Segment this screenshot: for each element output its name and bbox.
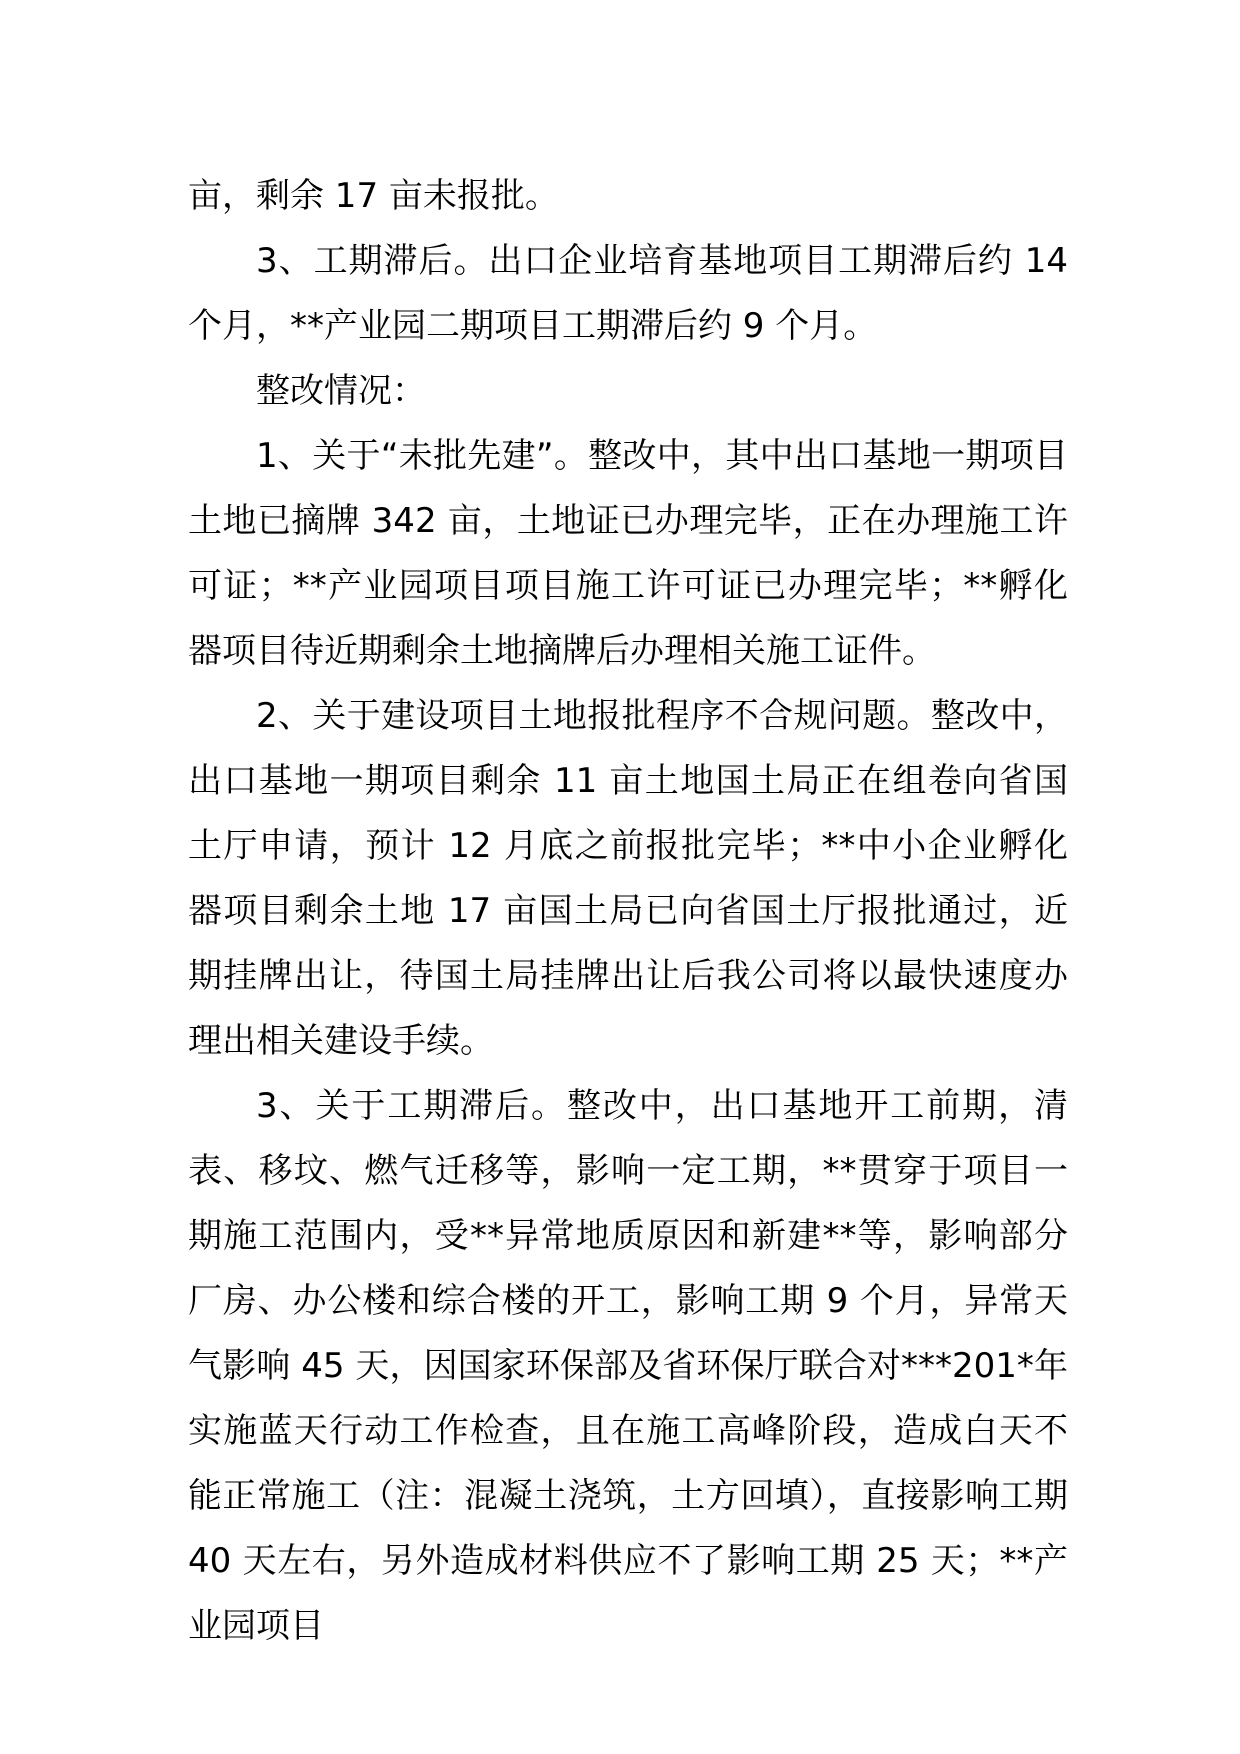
body-text: [188, 164, 1068, 1659]
paragraph-rectification-3: 3、关于工期滞后。整改中，出口基地开工前期，清表、移坟、燃气迁移等，影响一定工期，**贯穿于项目一期施工范围内，受**异常地质原因和新建**等，影响部分厂房、办公楼和综合楼的开工，影响工期 9 个月，异常天气影响 45 天，因国家环保部及省环保厅联合对***201*年实施蓝天行动工作检查，且在施工高峰阶段，造成白天不能正常施工（注：混凝土浇筑，土方回填），直接影响工期 40 天左右，另外造成材料供应不了影响工期 25 天；**产业园项目: [188, 1086, 1068, 1646]
paragraph-rectification-1: 1、关于“未批先建”。整改中，其中出口基地一期项目土地已摘牌 342 亩，土地证已办理完毕，正在办理施工许可证；**产业园项目项目施工许可证已办理完毕；**孵化器项目待近期剩余土地摘牌后办理相关施工证件。: [188, 436, 1068, 671]
section-heading-rectification: 整改情况：: [256, 371, 426, 411]
paragraph-continuation: 亩，剩余 17 亩未报批。: [188, 176, 559, 216]
paragraph-delay-issue: 3、工期滞后。出口企业培育基地项目工期滞后约 14 个月，**产业园二期项目工期滞后约 9 个月。: [188, 241, 1068, 346]
paragraph-rectification-2: 2、关于建设项目土地报批程序不合规问题。整改中，出口基地一期项目剩余 11 亩土地国土局正在组卷向省国土厅申请，预计 12 月底之前报批完毕；**中小企业孵化器项目剩余土地 17 亩国土局已向省国土厅报批通过，近期挂牌出让，待国土局挂牌出让后我公司将以最快速度办理出相关建设手续。: [188, 696, 1068, 1061]
